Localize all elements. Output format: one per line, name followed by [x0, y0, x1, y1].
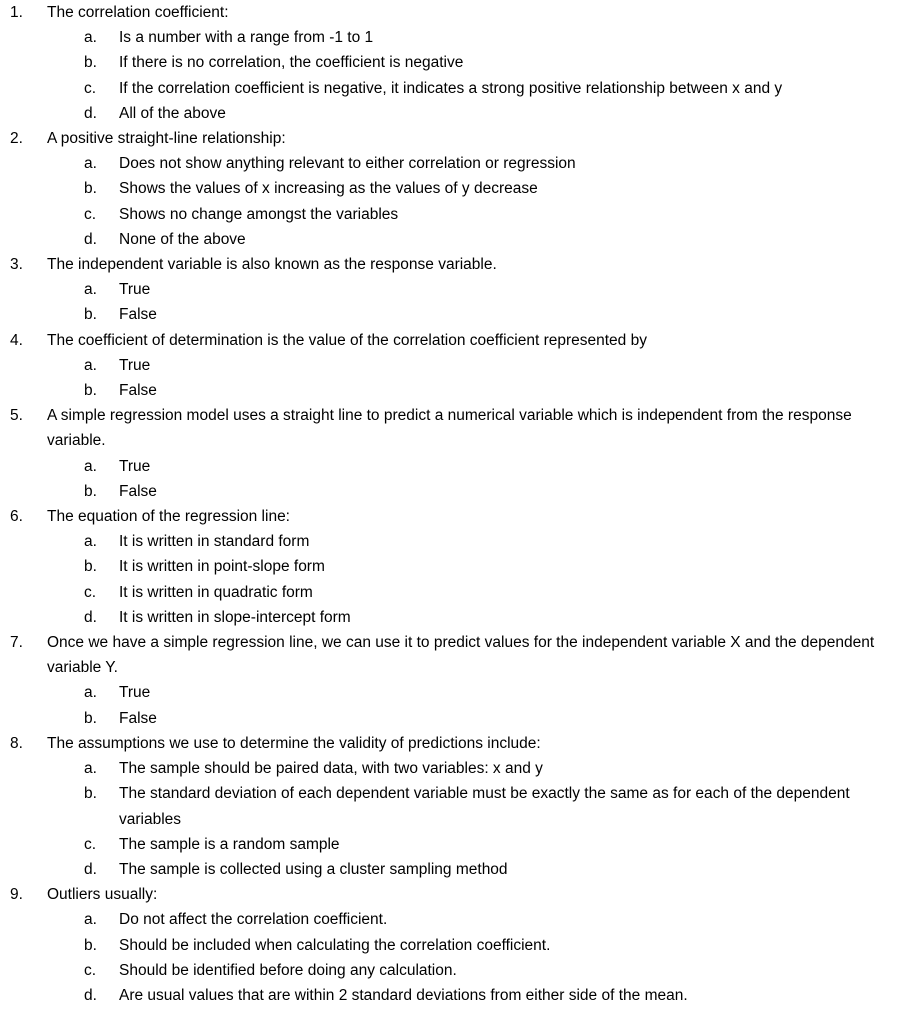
answer-option	[0, 227, 914, 252]
question-item	[0, 882, 914, 1008]
answer-option	[0, 76, 914, 101]
question-item	[0, 630, 914, 731]
option-letter: c.	[84, 961, 97, 979]
option-text: Should be identified before doing any calculation.	[119, 961, 457, 979]
option-letter: a.	[84, 155, 97, 173]
option-letter: a.	[84, 684, 97, 702]
question-text: Once we have a simple regression line, we can use it to predict values for the independent variable X and the dependent variable Y.	[47, 634, 875, 677]
answer-option	[0, 832, 914, 857]
option-text: The standard deviation of each dependent variable must be exactly the same as for each of the dependent variables	[119, 785, 850, 828]
option-text: False	[119, 482, 157, 500]
question-line	[0, 252, 914, 277]
option-text: True	[119, 457, 151, 475]
question-number: 2.	[10, 130, 23, 148]
option-letter: d.	[84, 860, 97, 878]
answer-option	[0, 454, 914, 479]
answer-option	[0, 101, 914, 126]
answer-option	[0, 605, 914, 630]
question-number: 1.	[10, 4, 23, 21]
option-text: The sample is a random sample	[119, 835, 340, 853]
option-letter: a.	[84, 356, 97, 374]
option-letter: a.	[84, 29, 97, 47]
option-text: It is written in slope-intercept form	[119, 608, 351, 626]
question-text: The equation of the regression line:	[47, 508, 290, 526]
option-text: False	[119, 306, 157, 324]
option-text: Do not affect the correlation coefficient.	[119, 911, 388, 929]
option-letter: d.	[84, 104, 97, 122]
option-text: Are usual values that are within 2 standard deviations from either side of the mean.	[119, 986, 688, 1004]
option-text: It is written in quadratic form	[119, 583, 313, 601]
answer-option	[0, 479, 914, 504]
option-letter: b.	[84, 382, 97, 400]
option-text: Does not show anything relevant to either correlation or regression	[119, 155, 576, 173]
option-text: It is written in point-slope form	[119, 558, 325, 576]
answer-option	[0, 907, 914, 932]
option-text: True	[119, 356, 151, 374]
answer-option	[0, 680, 914, 705]
option-text: None of the above	[119, 230, 246, 248]
answer-option	[0, 529, 914, 554]
question-item	[0, 328, 914, 404]
option-text: The sample should be paired data, with two variables: x and y	[119, 760, 543, 778]
answer-option	[0, 706, 914, 731]
option-text: Is a number with a range from -1 to 1	[119, 29, 374, 47]
question-line	[0, 504, 914, 529]
option-text: It is written in standard form	[119, 533, 310, 551]
option-letter: b.	[84, 306, 97, 324]
question-text: The assumptions we use to determine the validity of predictions include:	[47, 734, 541, 752]
answer-option	[0, 151, 914, 176]
option-text: True	[119, 281, 151, 299]
question-line	[0, 126, 914, 151]
option-letter: b.	[84, 180, 97, 198]
option-letter: a.	[84, 533, 97, 551]
option-letter: b.	[84, 709, 97, 727]
option-letter: c.	[84, 79, 97, 97]
answer-option	[0, 857, 914, 882]
question-line	[0, 630, 914, 680]
question-text: The coefficient of determination is the value of the correlation coefficient represented by	[47, 331, 647, 349]
question-number: 8.	[10, 734, 23, 752]
question-number: 5.	[10, 407, 23, 425]
question-number: 3.	[10, 256, 23, 274]
option-letter: b.	[84, 482, 97, 500]
question-text: The correlation coefficient:	[47, 4, 229, 21]
answer-option	[0, 933, 914, 958]
option-text: False	[119, 382, 157, 400]
question-item	[0, 252, 914, 328]
option-text: If the correlation coefficient is negative, it indicates a strong positive relationship between x and y	[119, 79, 783, 97]
option-letter: b.	[84, 558, 97, 576]
option-text: True	[119, 684, 151, 702]
question-text: Outliers usually:	[47, 886, 158, 904]
question-text: A positive straight-line relationship:	[47, 130, 286, 148]
answer-option	[0, 50, 914, 75]
option-letter: d.	[84, 230, 97, 248]
option-letter: a.	[84, 760, 97, 778]
answer-option	[0, 756, 914, 781]
answer-option	[0, 781, 914, 831]
question-number: 7.	[10, 634, 23, 652]
answer-option	[0, 378, 914, 403]
answer-option	[0, 958, 914, 983]
question-item	[0, 504, 914, 630]
answer-option	[0, 353, 914, 378]
question-number: 6.	[10, 508, 23, 526]
option-text: Shows the values of x increasing as the values of y decrease	[119, 180, 538, 198]
option-text: The sample is collected using a cluster sampling method	[119, 860, 508, 878]
option-text: All of the above	[119, 104, 226, 122]
option-letter: a.	[84, 457, 97, 475]
question-item	[0, 731, 914, 882]
option-letter: b.	[84, 785, 97, 803]
option-letter: d.	[84, 986, 97, 1004]
option-letter: c.	[84, 835, 97, 853]
option-text: Should be included when calculating the correlation coefficient.	[119, 936, 551, 954]
answer-option	[0, 302, 914, 327]
option-letter: d.	[84, 608, 97, 626]
option-text: If there is no correlation, the coefficient is negative	[119, 54, 464, 72]
option-text: Shows no change amongst the variables	[119, 205, 399, 223]
answer-option	[0, 983, 914, 1008]
question-number: 4.	[10, 331, 23, 349]
question-line	[0, 882, 914, 907]
option-text: False	[119, 709, 157, 727]
answer-option	[0, 580, 914, 605]
question-text: The independent variable is also known as the response variable.	[47, 256, 497, 274]
question-item	[0, 126, 914, 252]
question-line	[0, 328, 914, 353]
option-letter: c.	[84, 205, 97, 223]
answer-option	[0, 176, 914, 201]
answer-option	[0, 277, 914, 302]
answer-option	[0, 554, 914, 579]
option-letter: c.	[84, 583, 97, 601]
option-letter: a.	[84, 911, 97, 929]
option-letter: b.	[84, 54, 97, 72]
option-letter: a.	[84, 281, 97, 299]
question-item	[0, 403, 914, 504]
question-number: 9.	[10, 886, 23, 904]
question-item	[0, 0, 914, 126]
option-letter: b.	[84, 936, 97, 954]
question-line	[0, 731, 914, 756]
answer-option	[0, 202, 914, 227]
question-line	[0, 403, 914, 453]
question-text: A simple regression model uses a straight line to predict a numerical variable which is independent from the response variable.	[47, 407, 852, 450]
answer-option	[0, 25, 914, 50]
question-line	[0, 0, 914, 25]
